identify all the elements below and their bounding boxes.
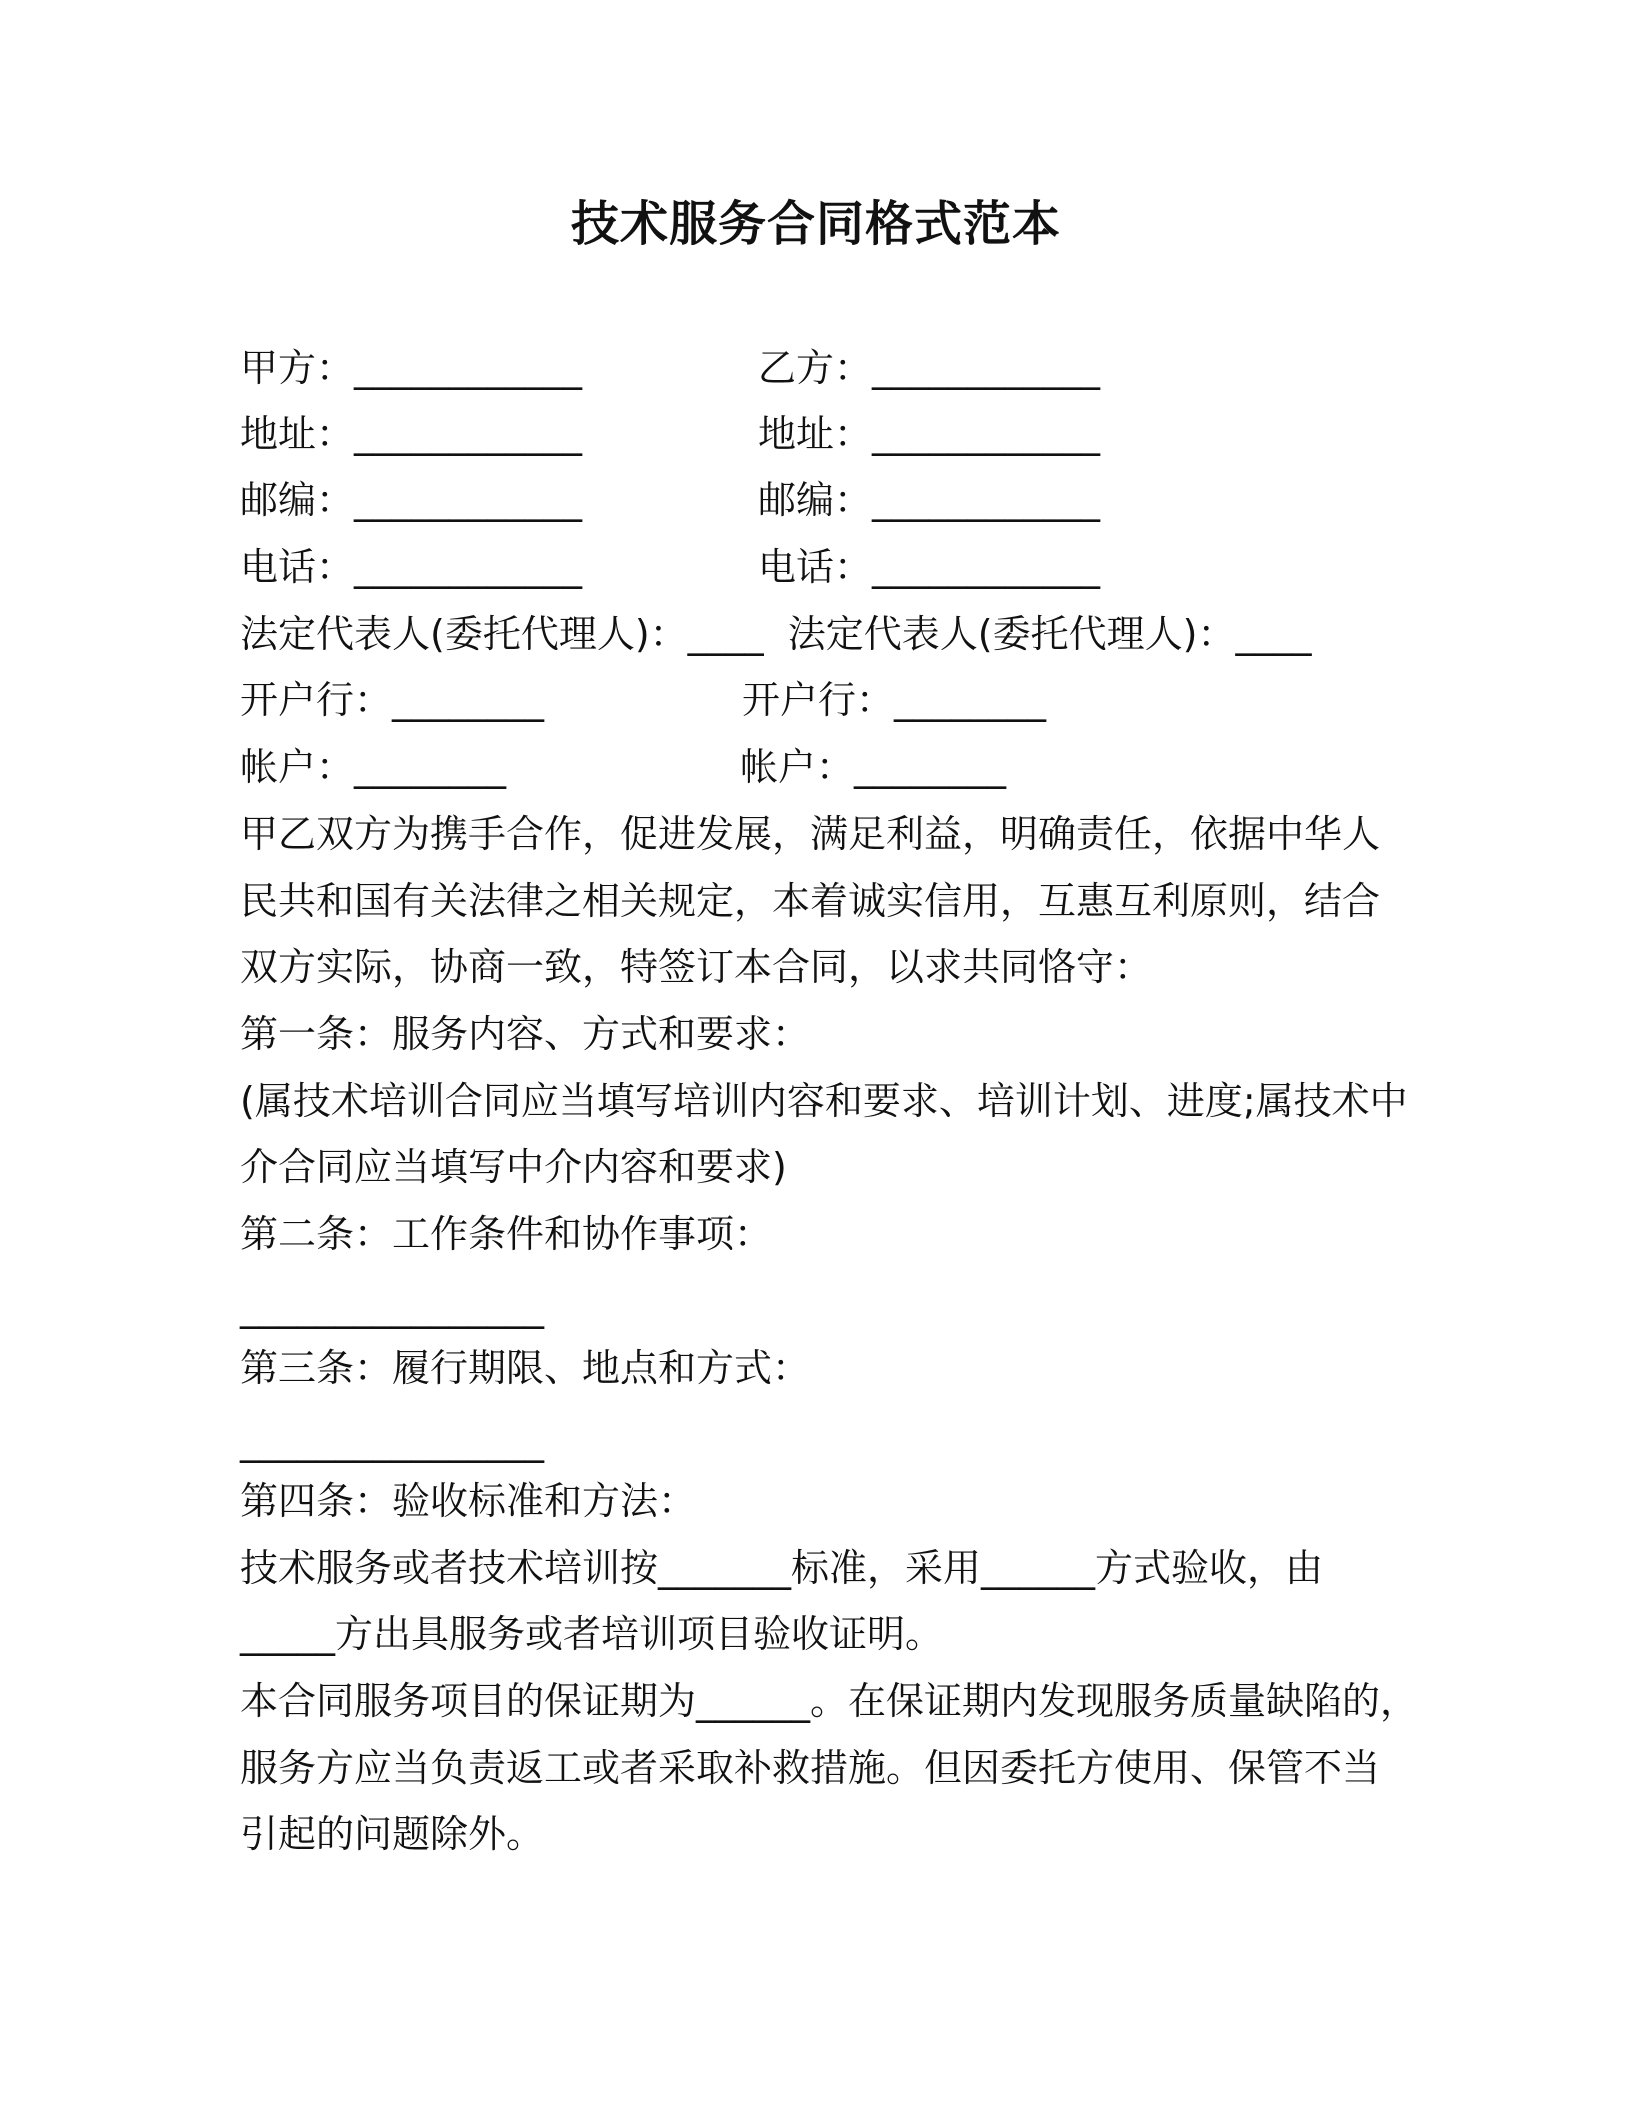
- party-a-bank: 开户行：________: [240, 678, 545, 722]
- party-a-account: 帐户：________: [240, 745, 507, 789]
- article-2-heading: 第二条：工作条件和协作事项：: [240, 1212, 773, 1256]
- preamble-line: 双方实际，协商一致，特签订本合同，以求共同恪守：: [240, 945, 1153, 989]
- article-4-heading: 第四条：验收标准和方法：: [240, 1479, 697, 1523]
- party-a-name: 甲方：____________: [240, 346, 583, 390]
- article-1-heading: 第一条：服务内容、方式和要求：: [240, 1012, 811, 1056]
- preamble-line: 民共和国有关法律之相关规定，本着诚实信用，互惠互利原则，结合: [240, 879, 1381, 923]
- party-a-phone: 电话：____________: [240, 545, 583, 589]
- party-b-bank: 开户行：________: [742, 678, 1047, 722]
- preamble-line: 甲乙双方为携手合作，促进发展，满足利益，明确责任，依据中华人: [240, 812, 1381, 856]
- article-4-body: _____方出具服务或者培训项目验收证明。: [240, 1612, 944, 1656]
- party-b-postcode: 邮编：____________: [758, 478, 1101, 522]
- warranty-text: 引起的问题除外。: [240, 1812, 545, 1856]
- warranty-text: 本合同服务项目的保证期为______。在保证期内发现服务质量缺陷的，: [240, 1679, 1419, 1723]
- warranty-text: 服务方应当负责返工或者采取补救措施。但因委托方使用、保管不当: [240, 1746, 1381, 1790]
- party-b-name: 乙方：____________: [758, 346, 1101, 390]
- party-a-address: 地址：____________: [240, 412, 583, 456]
- article-1-body: 介合同应当填写中介内容和要求): [240, 1145, 787, 1189]
- party-a-postcode: 邮编：____________: [240, 478, 583, 522]
- article-3-heading: 第三条：履行期限、地点和方式：: [240, 1346, 811, 1390]
- document-title: 技术服务合同格式范本: [570, 196, 1061, 252]
- article-3-blank: ________________: [240, 1419, 544, 1463]
- article-4-body: 技术服务或者技术培训按_______标准，采用______方式验收，由: [240, 1546, 1324, 1590]
- party-b-address: 地址：____________: [758, 412, 1101, 456]
- party-b-account: 帐户：________: [740, 745, 1007, 789]
- article-1-body: (属技术培训合同应当填写培训内容和要求、培训计划、进度;属技术中: [240, 1079, 1408, 1123]
- party-b-phone: 电话：____________: [758, 545, 1101, 589]
- legal-representatives: 法定代表人(委托代理人)：____ 法定代表人(委托代理人)：____: [240, 612, 1312, 656]
- article-2-blank: ________________: [240, 1285, 544, 1329]
